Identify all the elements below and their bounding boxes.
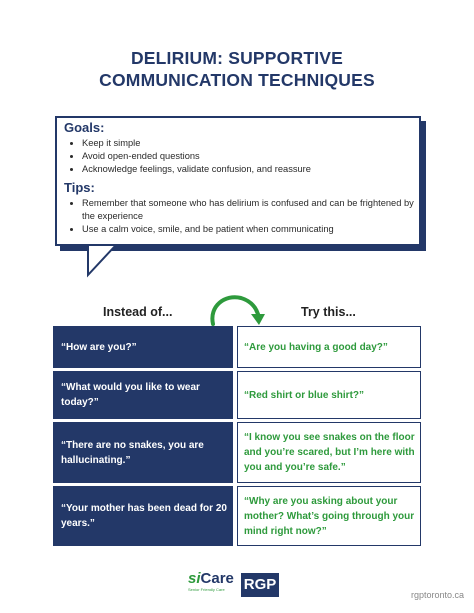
table-row: [53, 422, 421, 483]
try-this-header: Try this...: [301, 305, 356, 319]
try-cell: “Red shirt or blue shirt?”: [237, 371, 421, 419]
instead-of-header: Instead of...: [103, 305, 173, 319]
title-line-1: DELIRIUM: SUPPORTIVE: [130, 48, 344, 68]
bubble-tail: [83, 244, 123, 278]
sicare-logo: [188, 571, 234, 592]
curved-arrow-icon: [205, 292, 269, 328]
goals-heading: Goals:: [64, 120, 105, 135]
sicare-logo-main: Care: [200, 570, 234, 587]
table-row: [53, 326, 421, 368]
website-url[interactable]: rgptoronto.ca: [410, 590, 464, 600]
instead-cell: “How are you?”: [53, 326, 233, 368]
title-line-2: COMMUNICATION TECHNIQUES: [99, 70, 375, 90]
goals-list: [64, 137, 414, 176]
rgp-logo: RGP: [241, 573, 279, 597]
bubble-content: [64, 120, 414, 240]
try-cell: “Are you having a good day?”: [237, 326, 421, 368]
try-cell: “Why are you asking about your mother? What’s going through your mind right now?”: [237, 486, 421, 546]
try-cell: “I know you see snakes on the floor and you’re scared, but I’m here with you and you’re safe.”: [237, 422, 421, 483]
sicare-logo-sub: Senior Friendly Care: [188, 587, 225, 592]
tips-list: [64, 197, 414, 236]
table-row: [53, 371, 421, 419]
sicare-logo-prefix: si: [188, 570, 201, 587]
tip-item: • Use a calm voice, smile, and be patient when communicating: [82, 223, 414, 236]
instead-cell: “There are no snakes, you are hallucinating.”: [53, 422, 233, 483]
comparison-table: [53, 326, 421, 549]
tips-heading: Tips:: [64, 180, 95, 195]
instead-cell: “What would you like to wear today?”: [53, 371, 233, 419]
tip-item: • Remember that someone who has delirium is confused and can be frightened by the experience: [82, 197, 414, 223]
speech-bubble: [55, 116, 427, 290]
goal-item: • Acknowledge feelings, validate confusion, and reassure: [82, 163, 414, 176]
goal-item: • Avoid open-ended questions: [82, 150, 414, 163]
goal-item: • Keep it simple: [82, 137, 414, 150]
table-row: [53, 486, 421, 546]
instead-cell: “Your mother has been dead for 20 years.”: [53, 486, 233, 546]
page-title: [0, 47, 474, 91]
